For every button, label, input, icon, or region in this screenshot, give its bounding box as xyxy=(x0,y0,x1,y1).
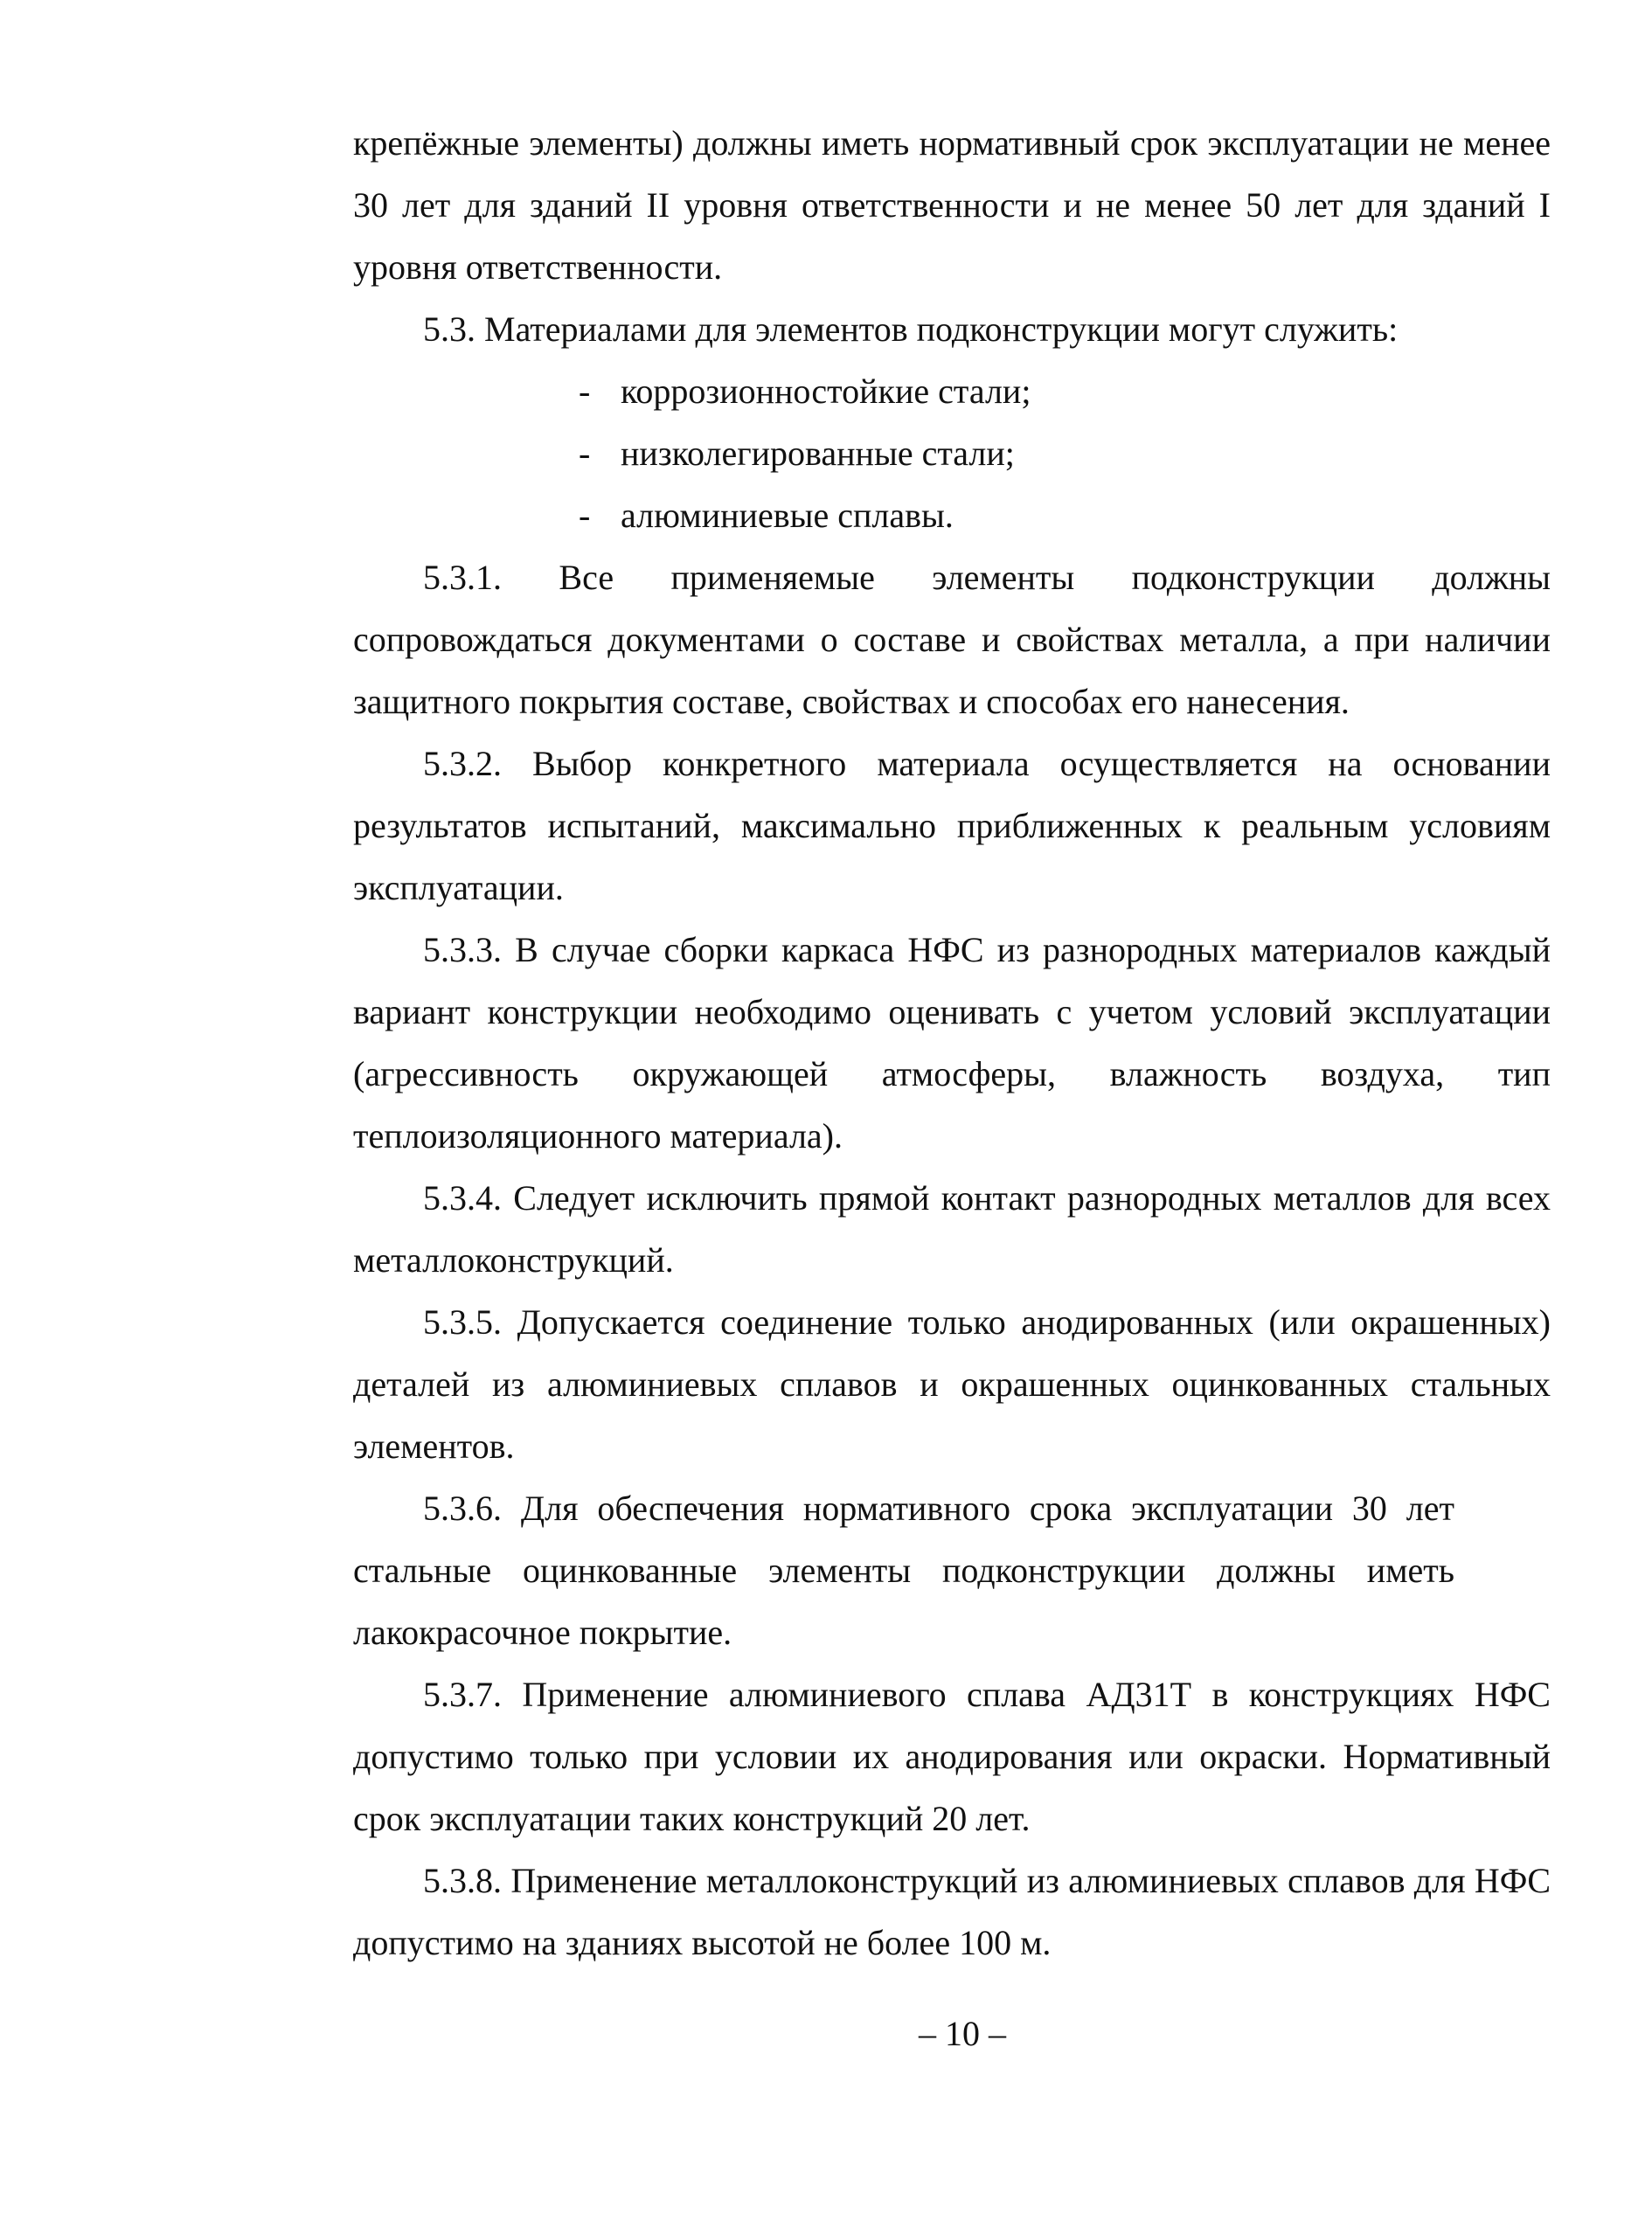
list-item-text: низколегированные стали; xyxy=(621,434,1015,473)
paragraph-5-3-4: 5.3.4. Следует исключить прямой контакт разнородных металлов для всех металлоконструкций. xyxy=(353,1178,1551,1280)
paragraph-5-3-6: 5.3.6. Для обеспечения нормативного срока эксплуатации 30 лет стальные оцинкованные элементы подконструкции должны иметь лакокрасочное покрытие. xyxy=(353,1489,1454,1652)
paragraph-5-3-3: 5.3.3. В случае сборки каркаса НФС из разнородных материалов каждый вариант конструкции необходимо оценивать с учетом условий эксплуатации (агрессивность окружающей атмосферы, влажность воздуха, тип теплоизоляционного материала). xyxy=(353,930,1551,1156)
list-item-text: коррозионностойкие стали; xyxy=(621,371,1031,411)
body-text xyxy=(353,112,1551,1974)
page-number: – 10 – xyxy=(919,2014,1006,2053)
paragraph-5-3-5: 5.3.5. Допускается соединение только анодированных (или окрашенных) деталей из алюминиевых сплавов и окрашенных оцинкованных стальных элементов. xyxy=(353,1302,1551,1466)
list-item-text: алюминиевые сплавы. xyxy=(621,496,954,535)
materials-list xyxy=(353,360,1551,546)
paragraph-5-3-7: 5.3.7. Применение алюминиевого сплава АД31Т в конструкциях НФС допустимо только при условии их анодирования или окраски. Нормативный срок эксплуатации таких конструкций 20 лет. xyxy=(353,1675,1551,1838)
paragraph-5-3-2: 5.3.2. Выбор конкретного материала осуществляется на основании результатов испытаний, максимально приближенных к реальным условиям эксплуатации. xyxy=(353,744,1551,907)
paragraph-5-3-8: 5.3.8. Применение металлоконструкций из алюминиевых сплавов для НФС допустимо на зданиях высотой не более 100 м. xyxy=(353,1861,1551,1962)
bullet-dash: - xyxy=(579,371,591,411)
paragraph-5-3-intro: 5.3. Материалами для элементов подконструкции могут служить: xyxy=(423,309,1399,349)
bullet-dash: - xyxy=(579,434,591,473)
list-item xyxy=(579,360,1551,422)
paragraph-5-3-1: 5.3.1. Все применяемые элементы подконструкции должны сопровождаться документами о составе и свойствах металла, а при наличии защитного покрытия составе, свойствах и способах его нанесения. xyxy=(353,558,1551,721)
list-item xyxy=(579,484,1551,546)
list-item xyxy=(579,422,1551,484)
paragraph-continuation: крепёжные элементы) должны иметь нормативный срок эксплуатации не менее 30 лет для зданий II уровня ответственности и не менее 50 лет для зданий I уровня ответственности. xyxy=(353,123,1551,287)
bullet-dash: - xyxy=(579,496,591,535)
